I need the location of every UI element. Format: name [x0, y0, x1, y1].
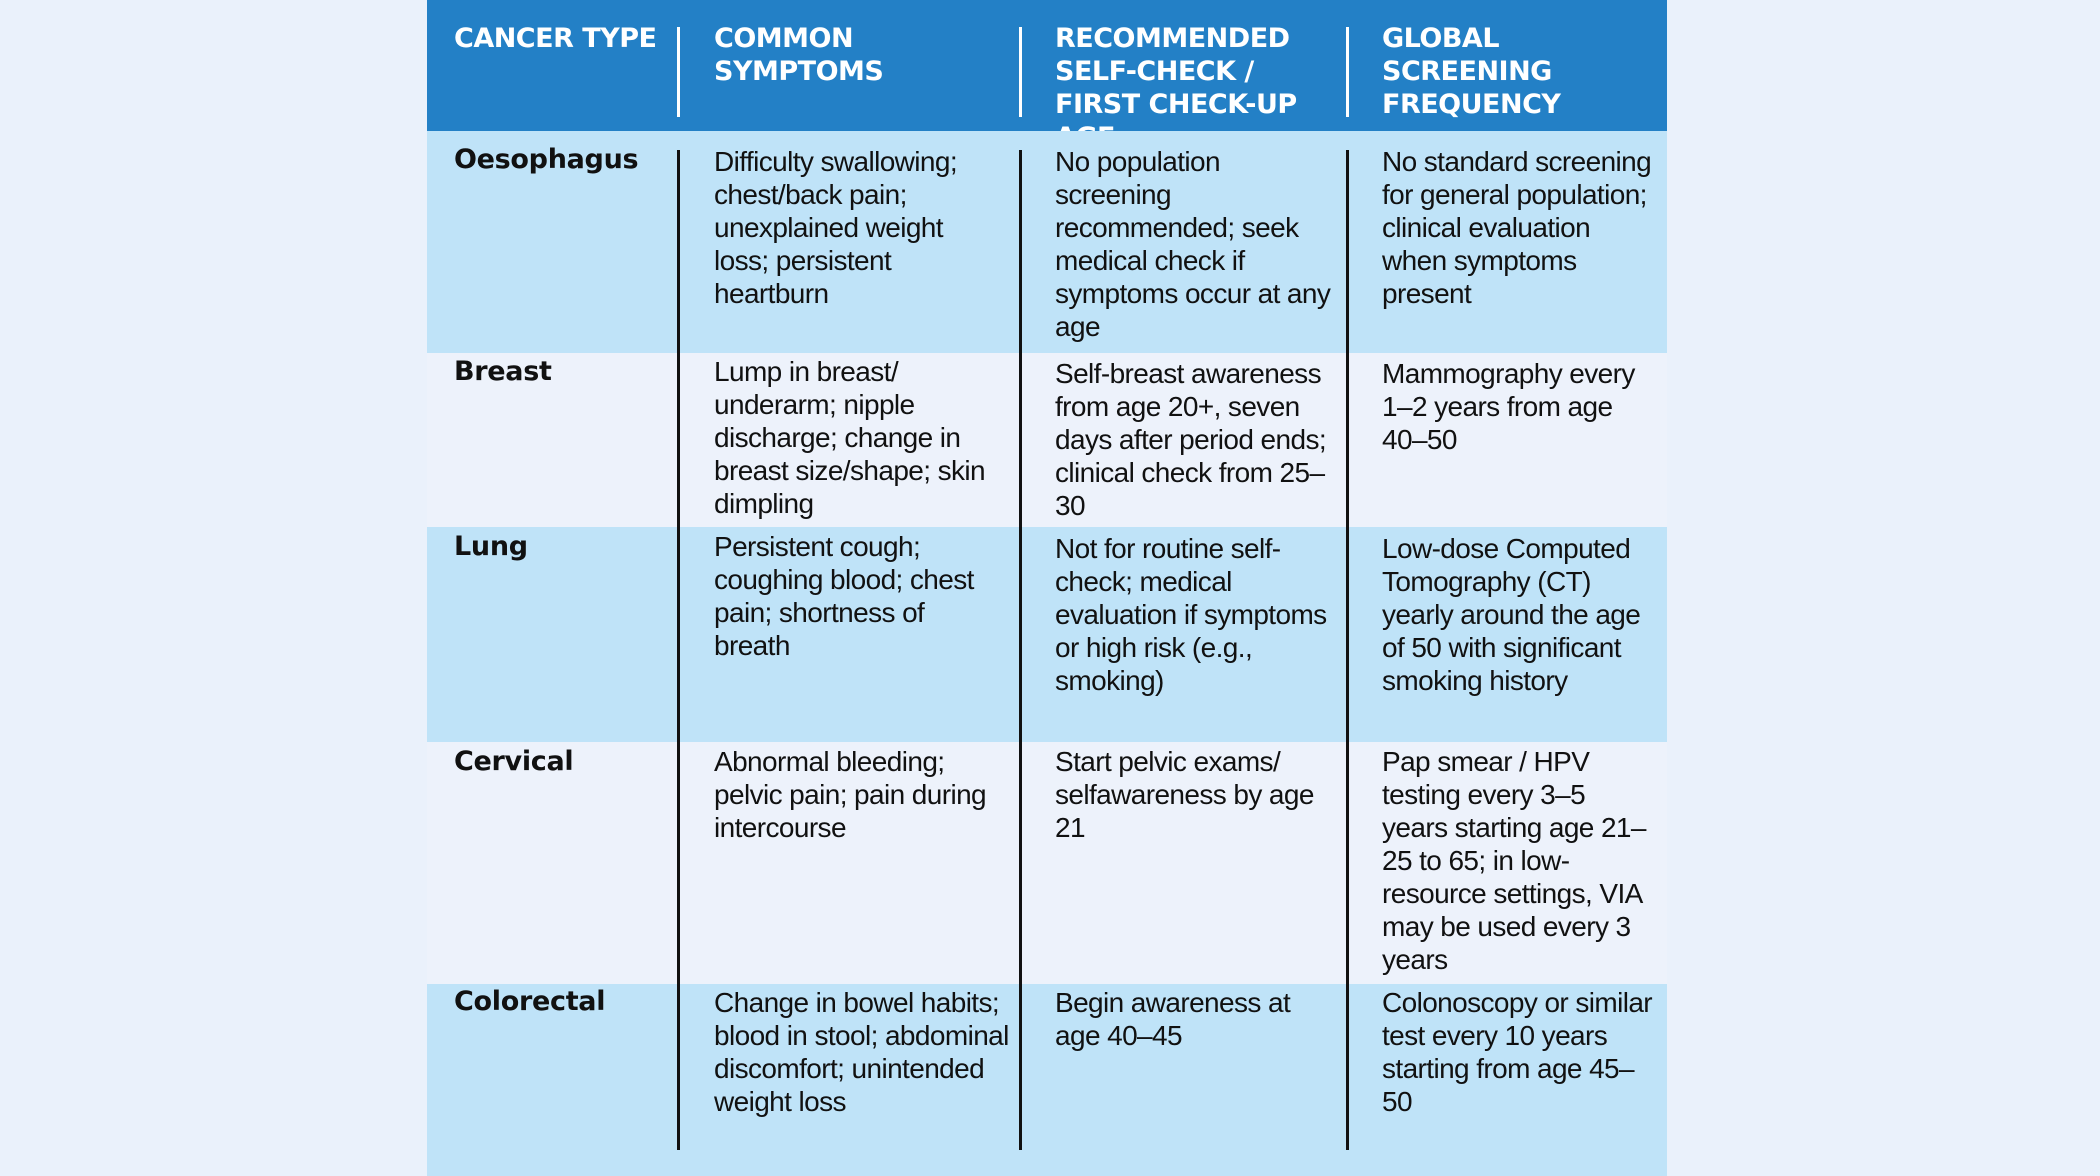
cancer-type-cell: Cervical: [454, 746, 574, 777]
symptoms-cell: Persistent cough; coughing blood; chest pain; shortness of breath: [714, 531, 974, 661]
screening-table: [427, 0, 1667, 1176]
table-header: [427, 0, 1667, 131]
cancer-type-cell: Colorectal: [454, 986, 606, 1017]
column-divider: [677, 150, 680, 1150]
header-screening-frequency: GLOBAL SCREENING FREQUENCY: [1382, 23, 1561, 120]
frequency-cell: Mammography every 1–2 years from age 40–50: [1382, 358, 1635, 455]
header-divider: [1346, 27, 1349, 117]
table-row: [427, 527, 1667, 742]
table-row: [427, 131, 1667, 353]
frequency-cell: Colonoscopy or similar test every 10 years starting from age 45–50: [1382, 987, 1653, 1117]
column-divider: [1019, 150, 1022, 1150]
column-divider: [1346, 150, 1349, 1150]
cancer-type-cell: Lung: [454, 531, 528, 562]
check-age-cell: Start pelvic exams/ selfawareness by age 21: [1055, 746, 1314, 843]
table-row: [427, 353, 1667, 527]
check-age-cell: Begin awareness at age 40–45: [1055, 987, 1291, 1051]
frequency-cell: Low-dose Computed Tomography (CT) yearly around the age of 50 with significant smoking history: [1382, 533, 1641, 696]
header-cancer-type: CANCER TYPE: [454, 23, 657, 54]
frequency-cell: Pap smear / HPV testing every 3–5 years starting age 21–25 to 65; in low-resource settings, VIA may be used every 3 years: [1382, 746, 1646, 975]
symptoms-cell: Change in bowel habits; blood in stool; abdominal discomfort; unintended weight loss: [714, 987, 1009, 1117]
frequency-cell: No standard screening for general population; clinical evaluation when symptoms present: [1382, 146, 1652, 309]
check-age-cell: No population screening recommended; seek medical check if symptoms occur at any age: [1055, 146, 1331, 342]
table-row: [427, 984, 1667, 1176]
header-common-symptoms: COMMON SYMPTOMS: [714, 23, 884, 87]
header-divider: [677, 27, 680, 117]
header-divider: [1019, 27, 1022, 117]
symptoms-cell: Abnormal bleeding; pelvic pain; pain during intercourse: [714, 746, 987, 843]
symptoms-cell: Difficulty swallowing; chest/back pain; unexplained weight loss; persistent heartburn: [714, 146, 958, 309]
check-age-cell: Self-breast awareness from age 20+, seven days after period ends; clinical check from 25–30: [1055, 358, 1327, 521]
symptoms-cell: Lump in breast/ underarm; nipple discharge; change in breast size/shape; skin dimpling: [714, 356, 986, 519]
table-row: [427, 742, 1667, 984]
check-age-cell: Not for routine self-check; medical evaluation if symptoms or high risk (e.g., smoking): [1055, 533, 1327, 696]
cancer-type-cell: Oesophagus: [454, 144, 639, 175]
cancer-type-cell: Breast: [454, 356, 552, 387]
header-check-age: RECOMMENDED SELF-CHECK / FIRST CHECK-UP: [1055, 23, 1297, 120]
